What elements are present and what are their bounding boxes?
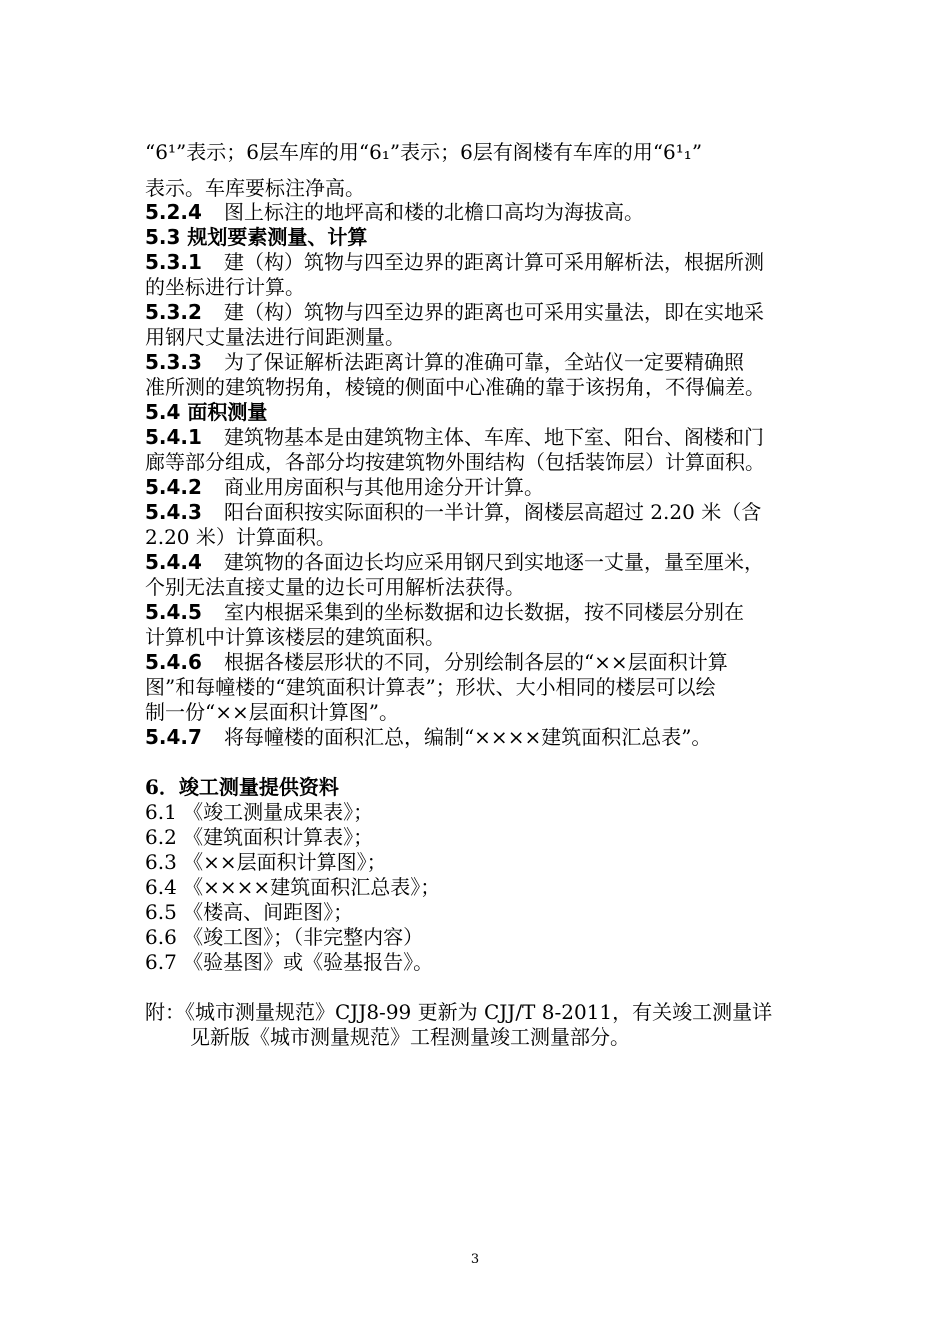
section-number: 5.2.4 [145, 200, 202, 224]
section-text: 阳台面积按实际面积的一半计算，阁楼层高超过 2.20 米（含 [223, 500, 762, 524]
section-5-3-2 [145, 299, 764, 325]
text-line: 表示。车库要标注净高。 [145, 176, 365, 200]
list-item: 6.4 《××××建筑面积汇总表》； [145, 875, 441, 899]
text-line: 图”和每幢楼的“建筑面积计算表”；形状、大小相同的楼层可以绘 [145, 675, 716, 699]
section-5-4-heading [145, 399, 267, 425]
section-title: 面积测量 [187, 400, 268, 424]
section-number: 5.4.7 [145, 725, 202, 749]
section-5-2-4 [145, 199, 644, 225]
section-number: 5.4.1 [145, 425, 202, 449]
section-text: 建（构）筑物与四至边界的距离计算可采用解析法，根据所测 [223, 250, 764, 274]
section-text: 为了保证解析法距离计算的准确可靠，全站仪一定要精确照 [223, 350, 744, 374]
list-item: 6.5 《楼高、间距图》； [145, 900, 354, 924]
appendix-note-continued: 见新版《城市测量规范》工程测量竣工测量部分。 [190, 1025, 630, 1049]
section-6-heading: 6．竣工测量提供资料 [145, 775, 339, 799]
page-number: 3 [470, 1252, 480, 1267]
section-title: 规划要素测量、计算 [187, 225, 368, 249]
text-line: 的坐标进行计算。 [145, 275, 305, 299]
list-item: 6.6 《竣工图》；（非完整内容） [145, 925, 424, 949]
text-line: 制一份“××层面积计算图”。 [145, 700, 399, 724]
section-text: 室内根据采集到的坐标数据和边长数据，按不同楼层分别在 [223, 600, 744, 624]
text-line: 2.20 米）计算面积。 [145, 525, 336, 549]
text-line: 个别无法直接丈量的边长可用解析法获得。 [145, 575, 525, 599]
section-text: 商业用房面积与其他用途分开计算。 [223, 475, 544, 499]
list-item: 6.2 《建筑面积计算表》； [145, 825, 374, 849]
section-text: 根据各楼层形状的不同，分别绘制各层的“××层面积计算 [223, 650, 728, 674]
section-number: 5.3.3 [145, 350, 202, 374]
section-5-4-2 [145, 474, 544, 500]
section-text: 建（构）筑物与四至边界的距离也可采用实量法，即在实地采 [223, 300, 764, 324]
section-5-4-1 [145, 424, 764, 450]
section-number: 5.4.5 [145, 600, 202, 624]
section-text: 图上标注的地坪高和楼的北檐口高均为海拔高。 [223, 200, 644, 224]
section-number: 5.3.1 [145, 250, 202, 274]
section-number: 5.4.6 [145, 650, 202, 674]
section-5-3-heading [145, 224, 367, 250]
section-5-3-3 [145, 349, 744, 375]
section-5-3-1 [145, 249, 764, 275]
section-number: 5.4.3 [145, 500, 202, 524]
section-number: 5.3 [145, 225, 181, 249]
section-text: 建筑物的各面边长均应采用钢尺到实地逐一丈量，量至厘米， [223, 550, 764, 574]
text-line: 准所测的建筑物拐角，棱镜的侧面中心准确的靠于该拐角，不得偏差。 [145, 375, 765, 399]
list-item: 6.1 《竣工测量成果表》； [145, 800, 374, 824]
list-item: 6.7 《验基图》或《验基报告》。 [145, 950, 434, 974]
section-5-4-3 [145, 499, 761, 525]
section-text: 将每幢楼的面积汇总，编制“××××建筑面积汇总表”。 [223, 725, 712, 749]
text-line: “6¹”表示；6层车库的用“6₁”表示；6层有阁楼有车库的用“6¹₁” [145, 140, 703, 164]
section-text: 建筑物基本是由建筑物主体、车库、地下室、阳台、阁楼和门 [223, 425, 764, 449]
text-line: 廊等部分组成，各部分均按建筑物外围结构（包括装饰层）计算面积。 [145, 450, 765, 474]
section-5-4-4 [145, 549, 764, 575]
section-number: 5.3.2 [145, 300, 202, 324]
section-5-4-6 [145, 649, 728, 675]
list-item: 6.3 《××层面积计算图》； [145, 850, 387, 874]
appendix-note: 附：《城市测量规范》CJJ8-99 更新为 CJJ/T 8-2011，有关竣工测量详 [145, 1000, 773, 1024]
section-number: 5.4.4 [145, 550, 202, 574]
text-line: 计算机中计算该楼层的建筑面积。 [145, 625, 445, 649]
text-line: 用钢尺丈量法进行间距测量。 [145, 325, 405, 349]
section-number: 5.4 [145, 400, 181, 424]
section-5-4-7 [145, 724, 711, 750]
section-5-4-5 [145, 599, 744, 625]
section-number: 5.4.2 [145, 475, 202, 499]
